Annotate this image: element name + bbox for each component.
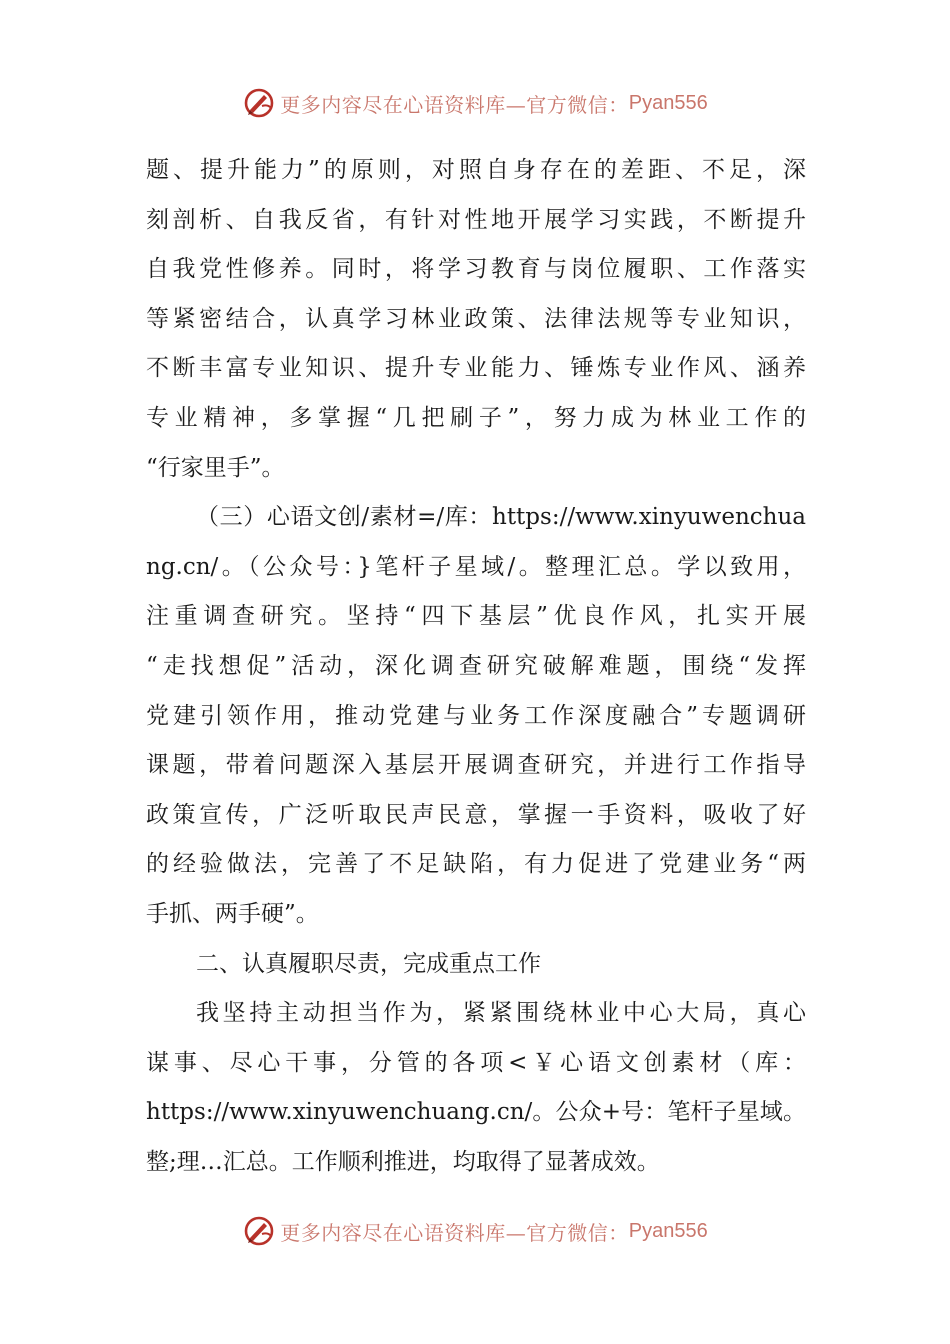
header-banner — [0, 83, 950, 123]
footer-banner-text: 更多内容尽在心语资料库—官方微信： — [280, 1220, 629, 1245]
text-line: “行家里手”。 — [146, 454, 285, 481]
text-line: 题、提升能力”的原则，对照自身存在的差距、不足，深 — [146, 157, 806, 183]
header-banner-text: 更多内容尽在心语资料库—官方微信： — [280, 92, 629, 117]
text-line: （三）心语文创/素材=/库：https://www.xinyuwenchua — [196, 504, 806, 531]
text-line: 我坚持主动担当作为，紧紧围绕林业中心大局，真心 — [196, 1000, 806, 1027]
footer-banner — [0, 1211, 950, 1251]
text-line: 自我党性修养。同时，将学习教育与岗位履职、工作落实 — [146, 256, 806, 283]
text-line: 政策宣传，广泛听取民声民意，掌握一手资料，吸收了好 — [146, 801, 806, 828]
text-line: 不断丰富专业知识、提升专业能力、锤炼专业作风、涵养 — [146, 355, 806, 382]
text-line: 谋事、尽心干事，分管的各项<￥心语文创素材（库： — [146, 1049, 806, 1076]
text-line: “走找想促”活动，深化调查研究破解难题，围绕“发挥 — [146, 652, 806, 679]
section-heading: 二、认真履职尽责，完成重点工作 — [196, 950, 541, 977]
text-line: ng.cn/。（公众号：}笔杆子星域/。整理汇总。学以致用， — [146, 553, 806, 580]
text-line: https://www.xinyuwenchuang.cn/。公众+号：笔杆子星域。 — [146, 1099, 806, 1126]
text-line: 课题，带着问题深入基层开展调查研究，并进行工作指导 — [146, 752, 806, 779]
footer-banner-wechat-id: Pyan556 — [628, 1219, 708, 1242]
document-body — [146, 146, 806, 1187]
text-line: 专业精神，多掌握“几把刷子”，努力成为林业工作的 — [146, 404, 806, 431]
text-line: 等紧密结合，认真学习林业政策、法律法规等专业知识， — [146, 305, 806, 332]
text-line: 手抓、两手硬”。 — [146, 900, 319, 927]
pen-logo-icon — [242, 1214, 276, 1248]
text-line: 整;理…汇总。工作顺利推进，均取得了显著成效。 — [146, 1148, 660, 1175]
header-banner-wechat-id: Pyan556 — [628, 91, 708, 114]
text-line: 刻剖析、自我反省，有针对性地开展学习实践，不断提升 — [146, 206, 806, 233]
text-line: 注重调查研究。坚持“四下基层”优良作风，扎实开展 — [146, 603, 806, 630]
text-line: 的经验做法，完善了不足缺陷，有力促进了党建业务“两 — [146, 851, 806, 878]
text-line: 党建引领作用，推动党建与业务工作深度融合”专题调研 — [146, 702, 806, 729]
pen-logo-icon — [242, 86, 276, 120]
